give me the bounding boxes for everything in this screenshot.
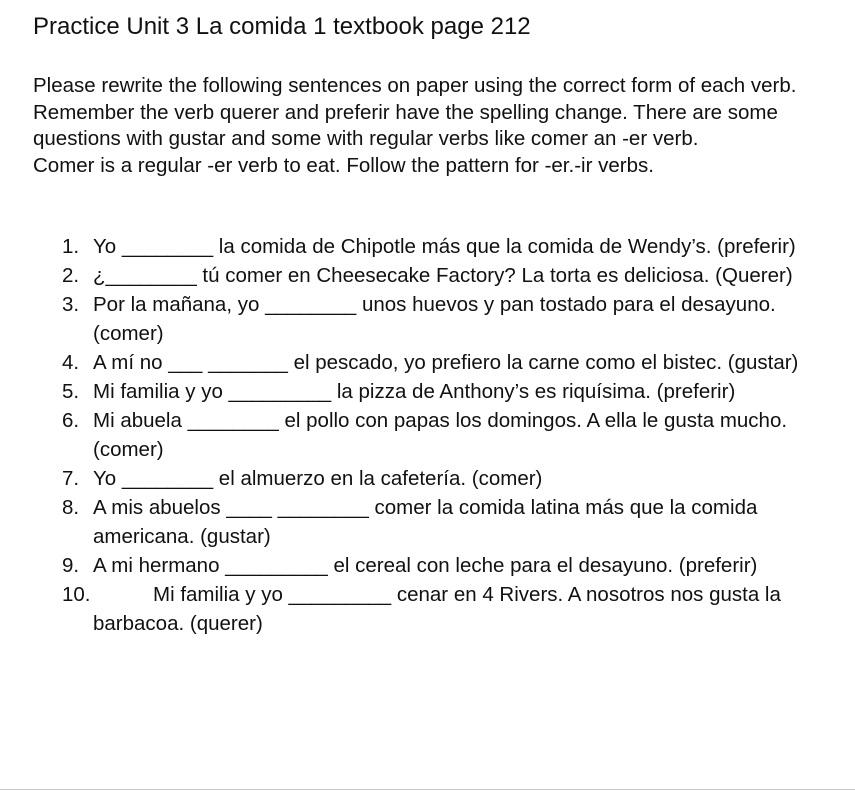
question-number: 5. bbox=[62, 380, 80, 403]
question-text: ¿________ tú comer en Cheesecake Factory? La torta es deliciosa. (Querer) bbox=[93, 264, 793, 287]
question-item bbox=[0, 464, 823, 493]
question-number: 4. bbox=[62, 351, 80, 374]
question-number: 1. bbox=[62, 235, 80, 258]
question-item bbox=[0, 580, 823, 638]
document-title: Practice Unit 3 La comida 1 textbook page 212 bbox=[33, 13, 531, 40]
question-number: 8. bbox=[62, 496, 80, 519]
question-item bbox=[0, 493, 823, 551]
question-number: 10. bbox=[62, 583, 91, 606]
question-text: Mi familia y yo _________ cenar en 4 Rivers. A nosotros nos gusta la barbacoa. (querer) bbox=[93, 583, 781, 635]
instructions-paragraph: Please rewrite the following sentences on paper using the correct form of each verb. Remember the verb querer and preferir have the spelling change. There are some questions with gustar and some with regular verbs like comer an -er verb. bbox=[33, 74, 797, 150]
question-number: 7. bbox=[62, 467, 80, 490]
question-text: A mi hermano _________ el cereal con leche para el desayuno. (preferir) bbox=[93, 554, 758, 577]
question-list bbox=[0, 232, 855, 638]
instructions-paragraph: Comer is a regular -er verb to eat. Follow the pattern for -er.-ir verbs. bbox=[33, 153, 654, 177]
page-bottom-divider bbox=[0, 789, 855, 790]
question-item bbox=[0, 551, 823, 580]
question-text: Mi abuela ________ el pollo con papas los domingos. A ella le gusta mucho. (comer) bbox=[93, 409, 788, 461]
question-number: 2. bbox=[62, 264, 80, 287]
question-item bbox=[0, 377, 823, 406]
question-number: 9. bbox=[62, 554, 80, 577]
question-item bbox=[0, 348, 823, 377]
question-text: Por la mañana, yo ________ unos huevos y pan tostado para el desayuno. (comer) bbox=[93, 293, 776, 345]
question-number: 6. bbox=[62, 409, 80, 432]
question-text: Yo ________ la comida de Chipotle más que la comida de Wendy’s. (preferir) bbox=[93, 235, 796, 258]
instructions bbox=[33, 73, 833, 179]
question-text: A mis abuelos ____ ________ comer la comida latina más que la comida americana. (gustar) bbox=[93, 496, 758, 548]
question-item bbox=[0, 290, 823, 348]
question-text: A mí no ___ _______ el pescado, yo prefiero la carne como el bistec. (gustar) bbox=[93, 351, 799, 374]
question-item bbox=[0, 232, 823, 261]
question-text: Yo ________ el almuerzo en la cafetería. (comer) bbox=[93, 467, 543, 490]
question-number: 3. bbox=[62, 293, 80, 316]
question-item bbox=[0, 406, 823, 464]
question-text: Mi familia y yo _________ la pizza de Anthony’s es riquísima. (preferir) bbox=[93, 380, 736, 403]
question-item bbox=[0, 261, 823, 290]
